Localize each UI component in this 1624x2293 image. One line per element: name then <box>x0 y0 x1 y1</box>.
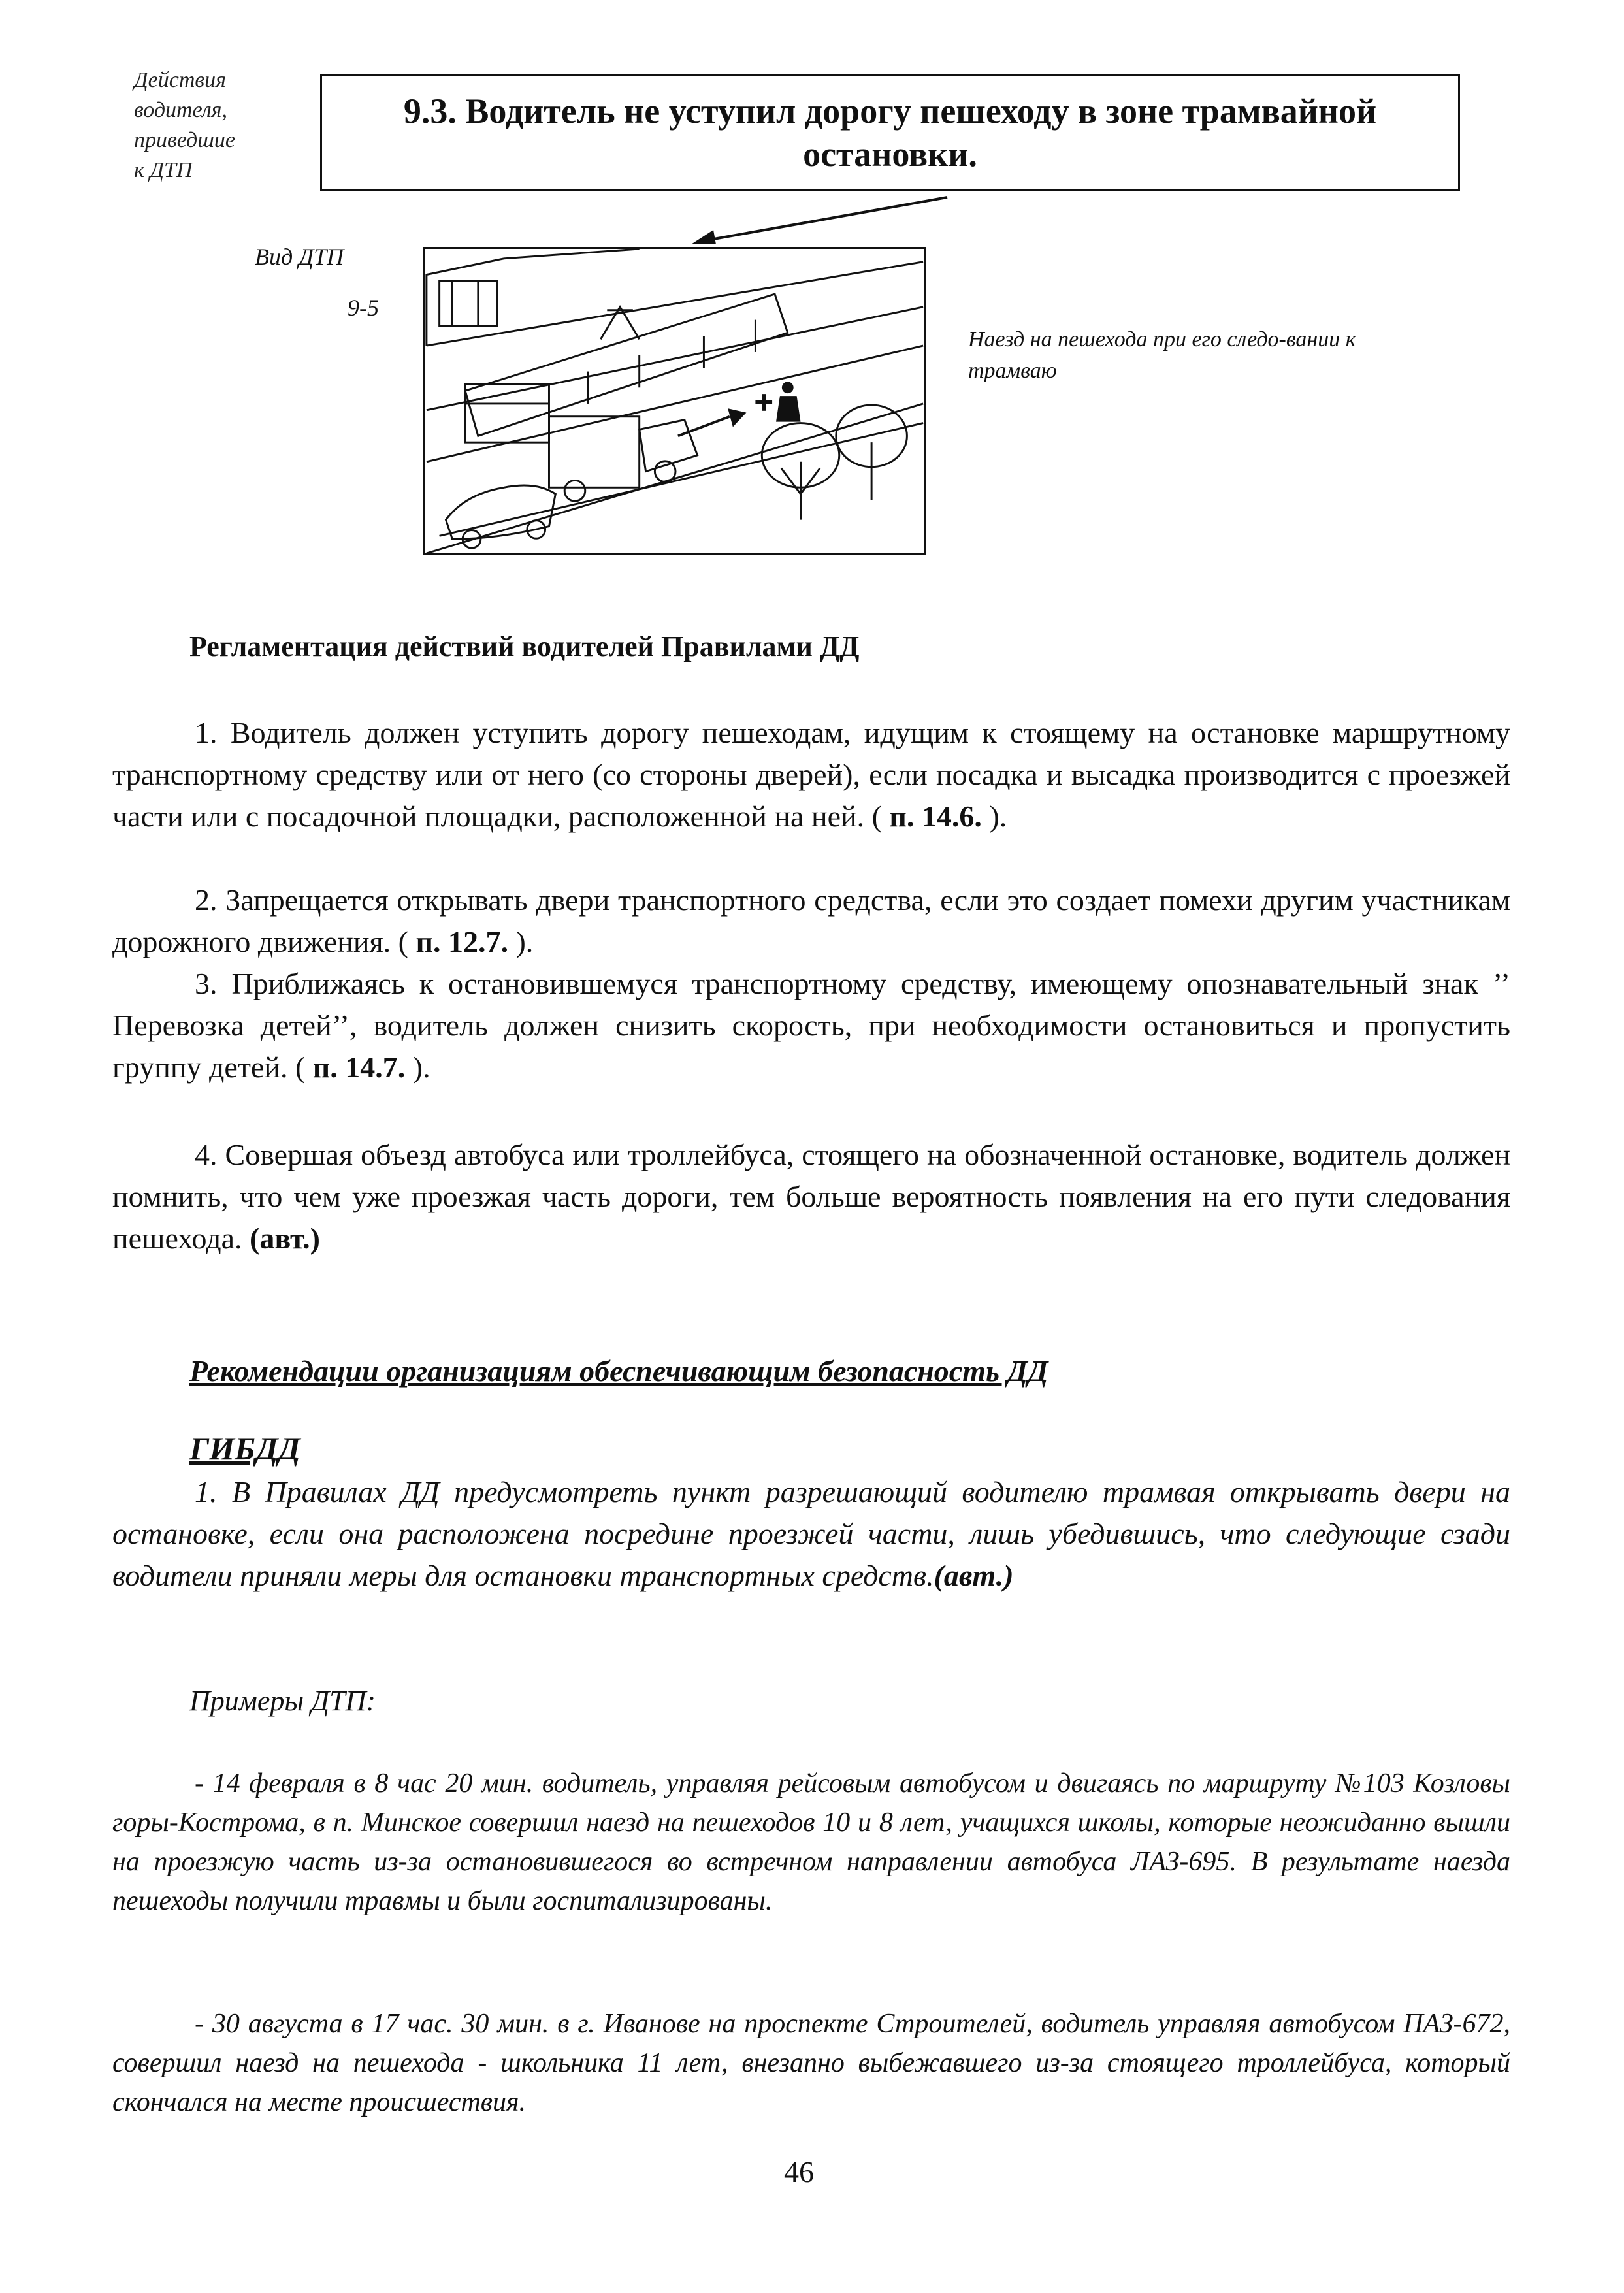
rule-paragraph <box>112 963 1510 1088</box>
rule-paragraph <box>112 1134 1510 1260</box>
example-paragraph: - 30 августа в 17 час. 30 мин. в г. Иванове на проспекте Строителей, водитель управляя автобусом ПАЗ-672, совершил наезд на пешехода - школьника 11 лет, внезапно выбежавшего из-за стоящего троллейбуса, который скончался на месте происшествия. <box>112 2009 1510 2117</box>
view-number: 9-5 <box>348 295 379 321</box>
view-label: Вид ДТП <box>255 244 344 270</box>
rule-text: 3. Приближаясь к остановившемуся транспортному средству, имеющему опознавательный знак ’’ Перевозка детей’’, водитель должен снизить скорость, при необходимости остановиться и пропустить группу детей. ( <box>112 967 1510 1084</box>
side-note <box>134 65 297 186</box>
rule-tail: ). <box>508 925 534 958</box>
recommendation-reference: (авт.) <box>934 1559 1014 1592</box>
rule-text: 1. Водитель должен уступить дорогу пешеходам, идущим к стоящему на остановке маршрутному транспортному средству или от него (со стороны дверей), если посадка и высадка производится с проезжей части или с посадочной площадки, расположенной на ней. ( <box>112 716 1510 833</box>
section-title: 9.3. Водитель не уступил дорогу пешеходу в зоне трамвайной остановки. <box>403 91 1377 174</box>
rule-tail: ). <box>981 800 1007 833</box>
rule-text: 4. Совершая объезд автобуса или троллейбуса, стоящего на обозначенной остановке, водитель должен помнить, что чем уже проезжая часть дороги, тем больше вероятность появления на его пути следования пешехода. <box>112 1138 1510 1255</box>
gibdd-recommendation <box>112 1471 1510 1597</box>
regulation-heading: Регламентация действий водителей Правилами ДД <box>189 630 860 662</box>
rule-tail: ). <box>405 1050 430 1084</box>
page-number: 46 <box>784 2155 814 2188</box>
accident-illustration <box>423 247 926 555</box>
figure-caption: Наезд на пешехода при его следо-вании к трамваю <box>968 327 1356 383</box>
rule-reference: (авт.) <box>250 1222 320 1255</box>
recommendations-heading: Рекомендации организациям обеспечивающим безопасность ДД <box>189 1354 1048 1388</box>
side-note-line: к ДТП <box>134 158 193 182</box>
section-title-box <box>320 74 1460 191</box>
gibdd-heading: ГИБДД <box>189 1430 300 1467</box>
rule-reference: п. 12.7. <box>415 925 508 958</box>
side-note-line: Действия <box>134 68 226 92</box>
side-note-line: водителя, <box>134 98 227 122</box>
example-paragraph: - 14 февраля в 8 час 20 мин. водитель, управляя рейсовым автобусом и двигаясь по маршруту №103 Козловы горы-Кострома, в п. Минское совершил наезд на пешеходов 10 и 8 лет, учащихся школы, которые неожиданно вышли на проезжую часть из-за остановившегося во встречном направлении автобуса ЛАЗ-695. В результате наезда пешеходы получили травмы и были госпитализированы. <box>112 1768 1510 1916</box>
recommendation-text: 1. В Правилах ДД предусмотреть пункт разрешающий водителю трамвая открывать двери на остановке, если она расположена посредине проезжей части, лишь убедившись, что следующие сзади водители приняли меры для остановки транспортных средств. <box>112 1475 1510 1592</box>
rule-paragraph <box>112 712 1510 838</box>
examples-heading: Примеры ДТП: <box>189 1685 376 1717</box>
rule-text: 2. Запрещается открывать двери транспортного средства, если это создает помехи другим участникам дорожного движения. ( <box>112 883 1510 958</box>
rule-reference: п. 14.7. <box>312 1050 406 1084</box>
pointer-arrow <box>679 189 954 255</box>
rule-reference: п. 14.6. <box>889 800 982 833</box>
side-note-line: приведшие <box>134 128 235 152</box>
rule-paragraph <box>112 879 1510 963</box>
